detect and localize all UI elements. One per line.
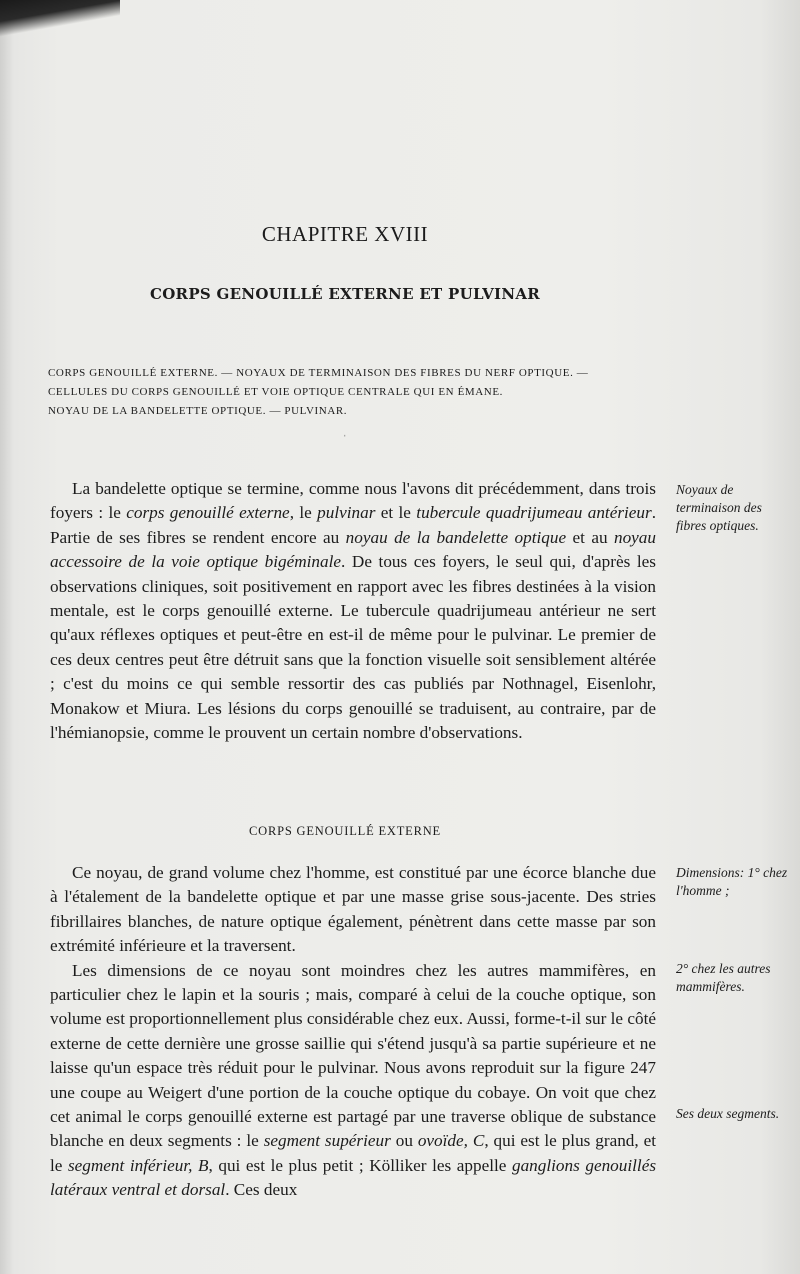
margin-note: Ses deux segments.	[676, 1106, 780, 1121]
chapter-subtitle: CORPS GENOUILLÉ EXTERNE ET PULVINAR	[149, 285, 541, 303]
italic-term: ganglions genouillés latéraux ventral et dorsal	[50, 1155, 657, 1200]
section-heading: CORPS GENOUILLÉ EXTERNE	[248, 824, 441, 838]
margin-note: 2° chez les autres mammifères.	[676, 961, 771, 994]
italic-term: corps genouillé externe	[126, 503, 290, 523]
italic-term: tubercule quadrijumeau antérieur	[416, 503, 652, 523]
text-run: , qui est le plus grand, et le	[50, 1131, 657, 1175]
italic-term: segment supérieur	[263, 1131, 391, 1151]
paragraph-intro	[50, 477, 656, 745]
italic-term: noyau de la bandelette optique	[345, 527, 567, 547]
paragraph	[50, 959, 656, 1203]
italic-term: noyau accessoire de la voie optique bigéminale	[50, 527, 656, 572]
summary-line: CELLULES DU CORPS GENOUILLÉ ET VOIE OPTIQUE CENTRALE QUI EN ÉMANE.	[48, 386, 504, 398]
italic-term: pulvinar	[317, 503, 376, 523]
chapter-title: CHAPITRE XVIII	[261, 222, 429, 246]
text-run: et le	[375, 503, 417, 523]
chapter-summary	[48, 364, 668, 421]
text-run: . Partie de ses fibres se rendent encore au	[50, 503, 656, 547]
text-run: et au	[566, 527, 614, 547]
margin-note: Noyaux de terminaison des fibres optiques.	[676, 482, 762, 533]
section-body	[50, 861, 656, 1203]
text-run: . Ces deux	[225, 1180, 298, 1200]
scan-shadow-corner	[0, 0, 120, 40]
paragraph	[50, 477, 656, 745]
summary-line: NOYAU DE LA BANDELETTE OPTIQUE. — PULVINAR.	[48, 405, 348, 417]
scan-mark: ˈ	[343, 433, 347, 445]
text-run: , le	[289, 503, 318, 523]
italic-term: segment inférieur, B	[67, 1155, 209, 1175]
text-run: ou	[390, 1131, 418, 1151]
text-run: La bandelette optique se termine, comme nous l'avons dit précédemment, dans trois foyers : le	[50, 479, 656, 523]
text-run: . De tous ces foyers, le seul qui, d'après les observations cliniques, soit positivement en rapport avec les fibres destinées à la vision mentale, est le corps genouillé externe. Le tubercule quadrijumeau antérieur ne sert qu'aux réflexes optiques et peut-être en est-il de même pour le pulvinar. Le premier de ces deux centres peut être détruit sans que la fonction visuelle soit sensiblement altérée ; c'est du moins ce qui semble ressortir des cas publiés par Nothnagel, Eisenlohr, Monakow et Miura. Les lésions du corps genouillé se traduisent, au contraire, par de l'hémianopsie, comme le prouvent un certain nombre d'observations.	[50, 552, 656, 743]
italic-term: ovoïde, C	[417, 1131, 485, 1151]
paragraph: Ce noyau, de grand volume chez l'homme, est constitué par une écorce blanche due à l'étalement de la bandelette optique et par une masse grise sous-jacente. Des stries fibrillaires blanches, de nature optique également, pénètrent dans cette masse par son extrémité inférieure et la traversent.	[50, 863, 656, 956]
margin-note: Dimensions: 1° chez l'homme ;	[676, 865, 788, 898]
summary-line: CORPS GENOUILLÉ EXTERNE. — NOYAUX DE TERMINAISON DES FIBRES DU NERF OPTIQUE. —	[48, 367, 589, 379]
text-run: , qui est le plus petit ; Kölliker les appelle	[208, 1155, 512, 1175]
text-run: Les dimensions de ce noyau sont moindres chez les autres mammifères, en particulier chez le lapin et la souris ; mais, comparé à celui de la couche optique, son volume est proportionnellement plus considérable chez eux. Aussi, forme-t-il sur le côté externe de cette dernière une grosse saillie qui s'étend jusqu'à sa partie supérieure et ne laisse qu'un espace très réduit pour le pulvinar. Nous avons reproduit sur la figure 247 une coupe au Weigert d'une portion de la couche optique du cobaye. On voit que chez cet animal le corps genouillé externe est partagé par une traverse oblique de substance blanche en deux segments : le	[50, 960, 656, 1151]
